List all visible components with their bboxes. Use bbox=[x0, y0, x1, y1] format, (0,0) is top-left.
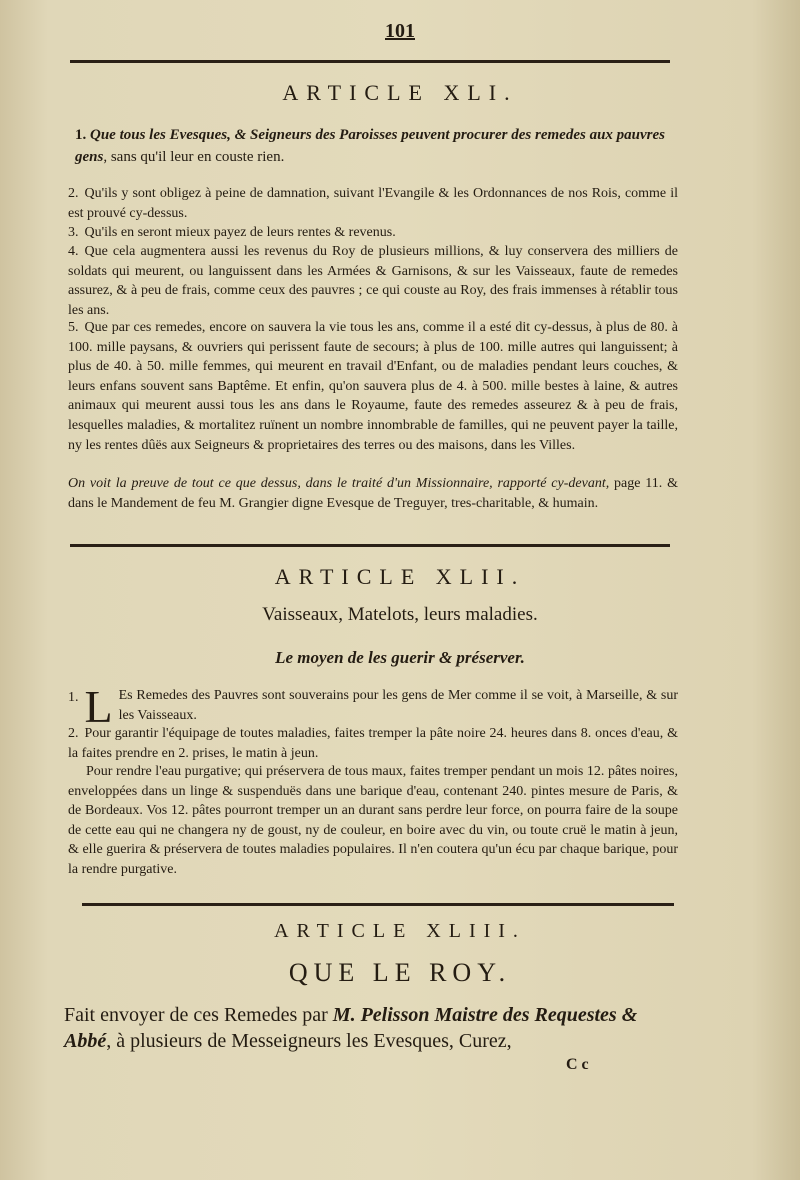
para-number: 4. bbox=[68, 244, 79, 259]
article-41-title: ARTICLE XLI. bbox=[282, 80, 518, 105]
article-42-para-1 bbox=[68, 681, 678, 732]
para-number: 1. bbox=[68, 690, 79, 705]
header-rule bbox=[70, 60, 670, 63]
para-text: Pour rendre l'eau purgative; qui préservera de tous maux, faites tremper pendant un mois 12. pâtes noires, enveloppées dans un linge & suspenduës dans une barique d'eau, contenant 240. pintes mesure de Paris, & de Bordeaux. Vos 12. pâtes pourront tremper un an durant sans perdre leur force, on pourra faire de la soupe de cette eau qui ne changera ny de goust, ny de couleur, en boire avec du vin, ou toute cruë le matin à jeun, & elle guerira & préservera de toutes maladies populaires. Il n'en coutera qu'un écu par chaque barique, pour la rendre purgative. bbox=[68, 764, 678, 877]
article-41-note bbox=[68, 474, 678, 513]
article-41-para-1 bbox=[75, 124, 675, 168]
para-text: Que cela augmentera aussi les revenus du Roy de plusieurs millions, & luy conservera des milliers de soldats qui meurent, ou languissent dans les Armées & Garnisons, & sur les Vaisseaux, faute de remedes assurez, & à peu de frais, comme ceux des pauvres ; ce qui couste au Roy, des frais immenses à rétablir tous les ans. bbox=[68, 244, 678, 318]
note-italic: On voit la preuve de tout ce que dessus, dans le traité d'un Missionnaire, rapporté cy-devant, bbox=[68, 476, 610, 491]
article-42-subtitle-2: Le moyen de les guerir & préserver. bbox=[275, 648, 525, 667]
para-text: Pour garantir l'équipage de toutes maladies, faites tremper la pâte noire 24. heures dans 8. onces d'eau, & la faites prendre en 2. prises, le matin à jeun. bbox=[68, 726, 678, 761]
article-41-para-2 bbox=[68, 184, 678, 223]
para-number: 5. bbox=[68, 320, 79, 335]
article-42-title: ARTICLE XLII. bbox=[274, 564, 526, 589]
article-43-title: ARTICLE XLIII. bbox=[274, 920, 526, 942]
note-text: page 11. & dans le Mandement de feu M. Grangier digne Evesque de Treguyer, tres-charitable, & humain. bbox=[68, 476, 678, 511]
article-42-para-3 bbox=[68, 762, 678, 880]
para-text: Que par ces remedes, encore on sauvera la vie tous les ans, comme il a esté dit cy-dessus, à plus de 80. à 100. mille paysans, & ouvriers qui perissent faute de secours; à plus de 100. mille autres qui languissent; à plus de 40. à 50. mille femmes, qui meurent en travail d'Enfant, ou de maladies pendant leurs couches, & leurs enfans souvent sans Baptême. Et enfin, qu'on sauvera plus de 4. à 500. mille bestes à laine, & autres animaux qui meurent aussi tous les ans dans le Royaume, faute des remedes asseurez & à peu de frais, lesquelles maladies, & mortalitez ruïnent un nombre innombrable de familles, qui ne peuvent payer la taille, ny les rentes dûës aux Seigneurs & proprietaires des terres ou des maisons, dans les Villes. bbox=[68, 320, 678, 453]
page-number: 101 bbox=[385, 20, 415, 42]
article-42-para-2 bbox=[68, 724, 678, 763]
para-text: Qu'ils en seront mieux payez de leurs rentes & revenus. bbox=[84, 225, 396, 240]
lead-text: Fait envoyer de ces Remedes par bbox=[64, 1004, 333, 1026]
article-43-lead bbox=[64, 1002, 684, 1054]
article-41-para-5 bbox=[68, 318, 678, 455]
lead-italic: M. Pelisson Maistre des Requestes & Abbé bbox=[64, 1004, 638, 1052]
lead-text-2: , à plusieurs de Messeigneurs les Evesques, Curez, bbox=[106, 1030, 512, 1052]
article-41-para-4 bbox=[68, 242, 678, 320]
para-text: Qu'ils y sont obligez à peine de damnation, suivant l'Evangile & les Ordonnances de nos Rois, comme il est prouvé cy-dessus. bbox=[68, 186, 678, 221]
section-rule-43 bbox=[82, 903, 674, 906]
para-number: 2. bbox=[68, 726, 79, 741]
article-42-subtitle: Vaisseaux, Matelots, leurs maladies. bbox=[262, 604, 538, 625]
para-number: 3. bbox=[68, 225, 79, 240]
para-text: Es Remedes des Pauvres sont souverains pour les gens de Mer comme il se voit, à Marseille, & sur les Vaisseaux. bbox=[118, 688, 678, 723]
para-italic: Que tous les Evesques, & Seigneurs des Paroisses peuvent procurer des remedes aux pauvres gens bbox=[75, 127, 666, 165]
para-number: 2. bbox=[68, 186, 79, 201]
para-text: , sans qu'il leur en couste rien. bbox=[103, 149, 285, 165]
catchword: C c bbox=[566, 1056, 589, 1073]
para-number: 1. bbox=[75, 127, 87, 143]
article-43-subtitle: QUE LE ROY. bbox=[288, 958, 512, 987]
section-rule-42 bbox=[70, 544, 670, 547]
article-41-para-3 bbox=[68, 223, 678, 243]
drop-cap: L bbox=[84, 681, 113, 732]
